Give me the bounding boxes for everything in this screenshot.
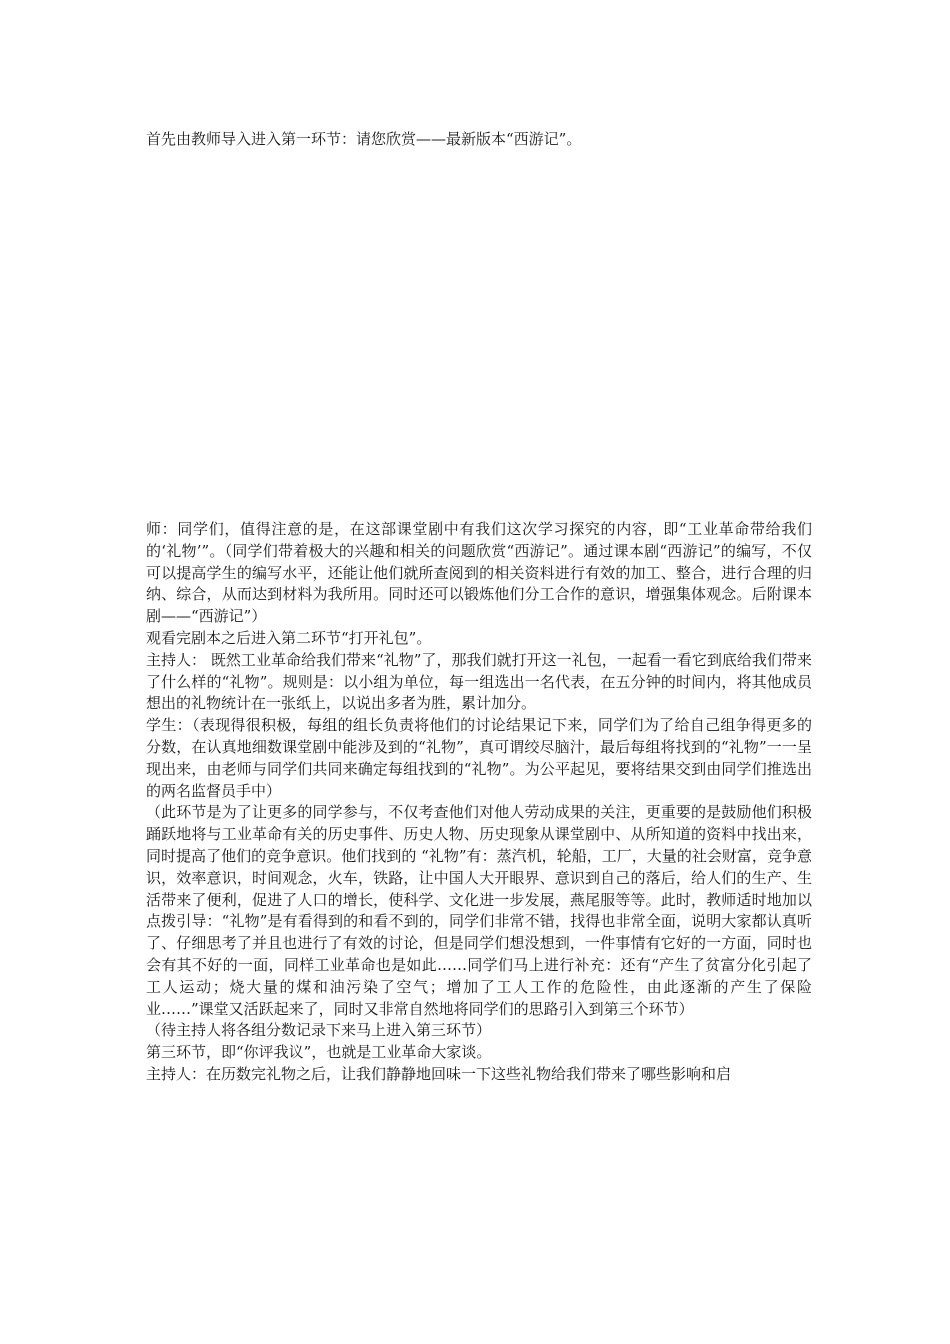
intro-line: 首先由教师导入进入第一环节：请您欣赏——最新版本“西游记”。 bbox=[146, 130, 582, 148]
paragraph-teacher: 师：同学们，值得注意的是，在这部课堂剧中有我们这次学习探究的内容，即“工业革命带给我们的‘礼物’”。（同学们带着极大的兴趣和相关的问题欣赏“西游记”。通过课本剧“西游记”的编写，不仅可以提高学生的编写水平，还能让他们就所查阅到的相关资料进行有效的加工、整合，进行合理的归纳、综合，从而达到材料为我所用。同时还可以锻炼他们分工合作的意识，增强集体观念。后附课本剧——“西游记”） bbox=[146, 520, 812, 626]
paragraph-third-section: 第三环节，即“你评我议”，也就是工业革命大家谈。 bbox=[146, 1043, 492, 1062]
paragraph-transition: （待主持人将各组分数记录下来马上进入第三环节） bbox=[146, 1021, 492, 1040]
paragraph-host: 主持人： 既然工业革命给我们带来“礼物”了，那我们就打开这一礼包，一起看一看它到底给我们带来了什么样的“礼物”。规则是：以小组为单位，每一组选出一名代表，在五分钟的时间内，将其他成员想出的礼物统计在一张纸上，以说出多者为胜，累计加分。 bbox=[146, 650, 812, 713]
paragraph-students: 学生：（表现得很积极，每组的组长负责将他们的讨论结果记下来，同学们为了给自己组争得更多的分数，在认真地细数课堂剧中能涉及到的“礼物”，真可谓绞尽脑汁，最后每组将找到的“礼物”一一呈现出来，由老师与同学们共同来确定每组找到的“礼物”。为公平起见，要将结果交到由同学们推选出的两名监督员手中） bbox=[146, 716, 812, 800]
paragraph-second-section: 观看完剧本之后进入第二环节“打开礼包”。 bbox=[146, 628, 432, 647]
paragraph-host-closing: 主持人：在历数完礼物之后，让我们静静地回味一下这些礼物给我们带来了哪些影响和启 bbox=[146, 1064, 732, 1083]
body-text bbox=[146, 519, 812, 1086]
paragraph-note: （此环节是为了让更多的同学参与，不仅考查他们对他人劳动成果的关注，更重要的是鼓励他们积极踊跃地将与工业革命有关的历史事件、历史人物、历史现象从课堂剧中、从所知道的资料中找出来，同时提高了他们的竞争意识。他们找到的 “礼物”有：蒸汽机，轮船，工厂，大量的社会财富，竞争意识，效率意识，时间观念，火车，铁路，让中国人大开眼界、意识到自己的落后，给人们的生产、生活带来了便利，促进了人口的增长，使科学、文化进一步发展，燕尾服等等。此时，教师适时地加以点拨引导：“礼物”是有看得到的和看不到的，同学们非常不错，找得也非常全面，说明大家都认真听了、仔细思考了并且也进行了有效的讨论，但是同学们想没想到，一件事情有它好的一方面，同时也会有其不好的一面，同样工业革命也是如此……同学们马上进行补充：还有“产生了贫富分化引起了工人运动；烧大量的煤和油污染了空气；增加了工人工作的危险性，由此逐渐的产生了保险业……”课堂又活跃起来了，同时又非常自然地将同学们的思路引入到第三个环节） bbox=[146, 803, 812, 1018]
